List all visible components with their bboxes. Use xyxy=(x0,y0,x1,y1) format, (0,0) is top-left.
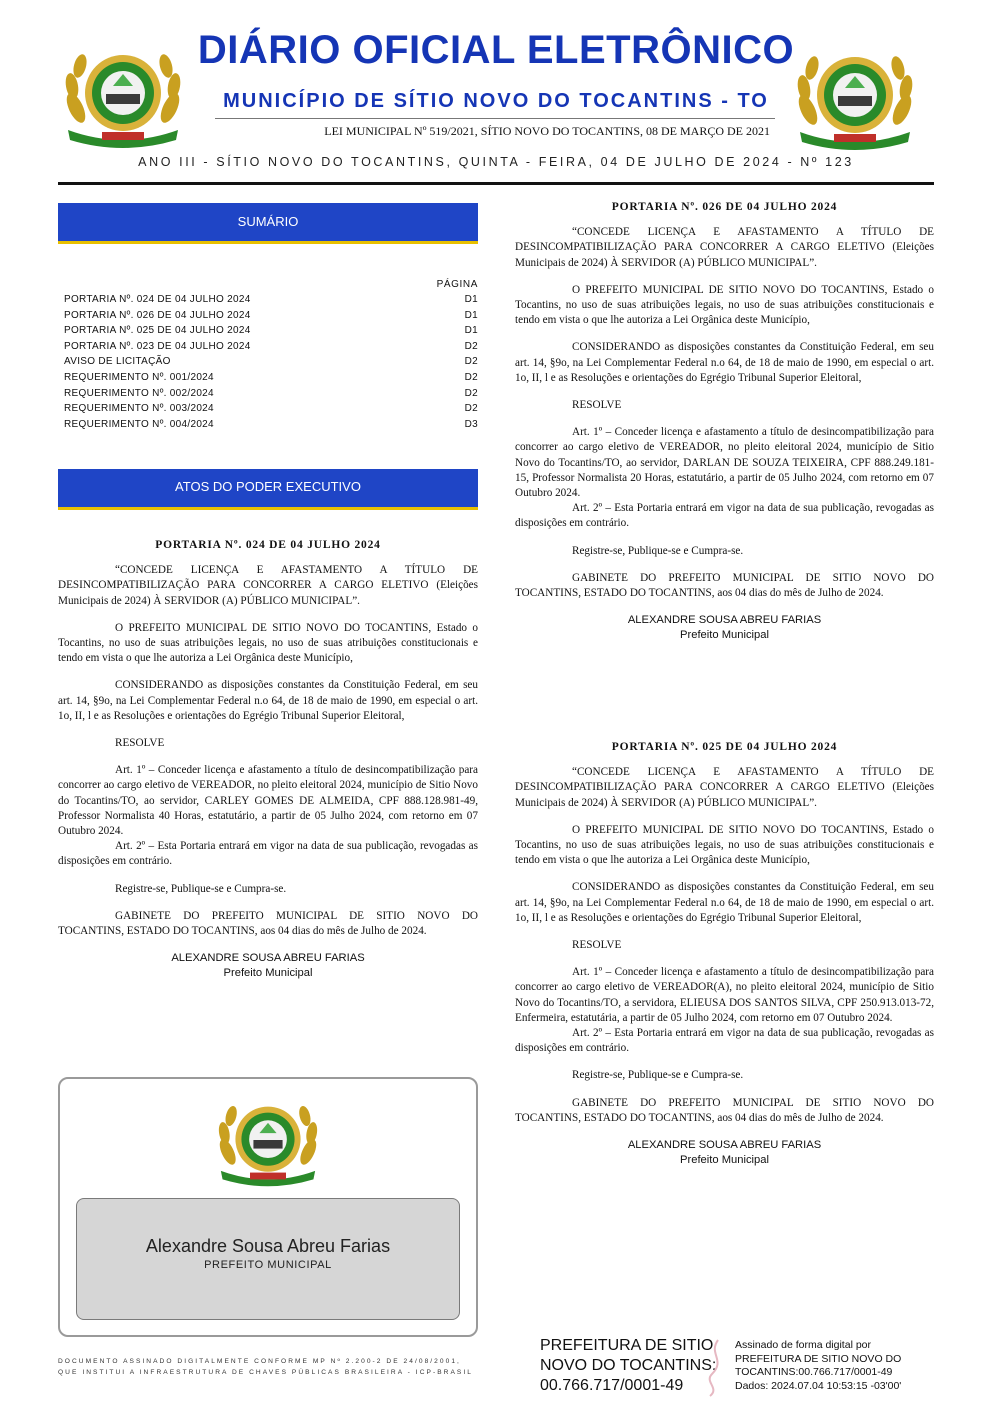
signature-check-icon xyxy=(700,1338,734,1398)
portaria-resolve: RESOLVE xyxy=(572,399,622,412)
header-rule xyxy=(58,182,934,185)
summary-row[interactable] xyxy=(64,419,478,435)
digital-signature-details xyxy=(735,1339,935,1393)
summary-item-label: PORTARIA Nº. 025 DE 04 JULHO 2024 xyxy=(64,325,251,337)
portaria-ementa: “CONCEDE LICENÇA E AFASTAMENTO A TÍTULO DE DESINCOMPATIBILIZAÇÃO PARA CONCORRER A CARGO ELETIVO (Eleições Municipais de 2024) À SERVIDOR (A) PÚBLICO MUNICIPAL”. xyxy=(515,226,934,269)
summary-row[interactable] xyxy=(64,325,478,341)
digital-signature-footnote: DOCUMENTO ASSINADO DIGITALMENTE CONFORME MP Nº 2.200-2 DE 24/08/2001, QUE INSTITUI A INFRAESTRUTURA DE CHAVES PÚBLICAS BRASILEIRA - ICP-BRASIL xyxy=(58,1358,473,1376)
summary-banner-label: SUMÁRIO xyxy=(237,214,299,229)
portaria-intro: O PREFEITO MUNICIPAL DE SITIO NOVO DO TOCANTINS, Estado o Tocantins, no uso de suas atribuições legais, no uso de suas atribuições constitucionais e tendo em vista o que lhe autoriza a Lei Orgânica deste Município, xyxy=(58,621,478,665)
summary-row[interactable] xyxy=(64,341,478,357)
summary-row[interactable] xyxy=(64,372,478,388)
masthead-divider xyxy=(215,118,775,119)
portaria-intro: O PREFEITO MUNICIPAL DE SITIO NOVO DO TOCANTINS, Estado o Tocantins, no uso de suas atribuições legais, no uso de suas atribuições constitucionais e tendo em vista o que lhe autoriza a Lei Orgânica deste Município, xyxy=(515,283,934,327)
edition-line: ANO III - SÍTIO NOVO DO TOCANTINS, QUINTA - FEIRA, 04 DE JULHO DE 2024 - Nº 123 xyxy=(138,155,854,169)
digital-signature-info-line: Dados: 2024.07.04 10:53:15 -03'00' xyxy=(735,1379,902,1392)
summary-item-label: PORTARIA Nº. 024 DE 04 JULHO 2024 xyxy=(64,294,251,305)
summary-row[interactable] xyxy=(64,403,478,419)
portaria-ementa: “CONCEDE LICENÇA E AFASTAMENTO A TÍTULO DE DESINCOMPATIBILIZAÇÃO PARA CONCORRER A CARGO ELETIVO (Eleições Municipais de 2024) À SERVIDOR (A) PÚBLICO MUNICIPAL”. xyxy=(515,766,934,809)
portaria-gabinete: GABINETE DO PREFEITO MUNICIPAL DE SITIO NOVO DO TOCANTINS, ESTADO DO TOCANTINS, aos 04 dias do mês de Julho de 2024. xyxy=(515,571,934,600)
summary-item-page: D1 xyxy=(464,294,478,305)
masthead-subtitle: MUNICÍPIO DE SÍTIO NOVO DO TOCANTINS - TO xyxy=(223,90,769,112)
portaria-resolve: RESOLVE xyxy=(572,939,622,952)
summary-row[interactable] xyxy=(64,356,478,372)
portaria-024 xyxy=(58,538,478,982)
portaria-registre: Registre-se, Publique-se e Cumpra-se. xyxy=(572,1069,744,1082)
portaria-considerando: CONSIDERANDO as disposições constantes da Constituição Federal, em seu art. 14, §9o, na Lei Complementar Federal n.o 64, de 18 de maio de 1990, em especial o art. 1o, II, l e as Resoluções e orientações do Egrégio Tribunal Superior Eleitoral, xyxy=(515,881,934,924)
digital-signature-info-line: Assinado de forma digital por xyxy=(735,1339,871,1351)
portaria-title: PORTARIA Nº. 025 DE 04 JULHO 2024 xyxy=(611,741,838,753)
summary-row[interactable] xyxy=(64,388,478,404)
summary-item-label: AVISO DE LICITAÇÃO xyxy=(64,356,171,368)
summary-item-page: D2 xyxy=(464,340,478,352)
masthead-title: DIÁRIO OFICIAL ELETRÔNICO xyxy=(197,28,795,72)
portaria-gabinete: GABINETE DO PREFEITO MUNICIPAL DE SITIO NOVO DO TOCANTINS, ESTADO DO TOCANTINS, aos 04 dias do mês de Julho de 2024. xyxy=(515,1096,934,1124)
summary-item-label: REQUERIMENTO Nº. 003/2024 xyxy=(64,403,214,415)
masthead-law-reference: LEI MUNICIPAL Nº 519/2021, SÍTIO NOVO DO TOCANTINS, 08 DE MARÇO DE 2021 xyxy=(324,124,770,138)
portaria-026 xyxy=(515,200,934,644)
digital-signature-org-line: NOVO DO TOCANTINS: xyxy=(540,1357,717,1374)
summary-table xyxy=(64,279,478,434)
portaria-art1: Art. 1º – Conceder licença e afastamento a título de desincompatibilização para concorrer ao cargo eletivo de VEREADOR, no pleito eleitoral 2024, município de Sitio Novo do Tocantins/TO, ao servidor, DARLAN DE SOUZA TEIXEIRA, CPF 888.249.181-15, Professor Normalista 20 Horas, estatutário, a partir de 05 Julho 2024, com retorno em 07 Outubro 2024. xyxy=(515,426,934,500)
portaria-ementa: “CONCEDE LICENÇA E AFASTAMENTO A TÍTULO DE DESINCOMPATIBILIZAÇÃO PARA CONCORRER A CARGO ELETIVO (Eleições Municipais de 2024) À SERVIDOR (A) PÚBLICO MUNICIPAL”. xyxy=(58,564,478,607)
portaria-intro: O PREFEITO MUNICIPAL DE SITIO NOVO DO TOCANTINS, Estado o Tocantins, no uso de suas atribuições legais, no uso de suas atribuições constitucionais e tendo em vista o que lhe autoriza a Lei Orgânica deste Município, xyxy=(515,823,934,867)
digital-signature-org-line: 00.766.717/0001-49 xyxy=(540,1377,684,1394)
portaria-art2: Art. 2º – Esta Portaria entrará em vigor na data de sua publicação, revogadas as disposições em contrário. xyxy=(515,1027,934,1055)
portaria-title: PORTARIA Nº. 026 DE 04 JULHO 2024 xyxy=(611,201,838,213)
municipal-seal-icon xyxy=(212,1092,324,1188)
portaria-signer-role: Prefeito Municipal xyxy=(223,967,313,980)
digital-signature-info-line: PREFEITURA DE SITIO NOVO DO xyxy=(735,1352,902,1365)
digital-signature-info-line: TOCANTINS:00.766.717/0001-49 xyxy=(735,1366,893,1378)
summary-item-label: PORTARIA Nº. 023 DE 04 JULHO 2024 xyxy=(64,340,251,352)
digital-signature-organization xyxy=(540,1336,720,1396)
summary-item-label: REQUERIMENTO Nº. 002/2024 xyxy=(64,387,214,399)
summary-row[interactable] xyxy=(64,294,478,310)
executive-acts-banner xyxy=(58,469,478,510)
digital-signature-org-line: PREFEITURA DE SITIO xyxy=(540,1337,714,1354)
summary-item-page: D2 xyxy=(464,356,478,368)
summary-item-page: D1 xyxy=(464,309,478,321)
summary-item-page: D2 xyxy=(464,387,478,399)
summary-item-label: REQUERIMENTO Nº. 001/2024 xyxy=(64,371,214,383)
portaria-registre: Registre-se, Publique-se e Cumpra-se. xyxy=(572,544,744,557)
summary-item-page: D3 xyxy=(464,418,478,430)
portaria-title: PORTARIA Nº. 024 DE 04 JULHO 2024 xyxy=(155,539,381,551)
portaria-art2: Art. 2º – Esta Portaria entrará em vigor na data de sua publicação, revogadas as disposições em contrário. xyxy=(515,502,934,530)
executive-acts-banner-label: ATOS DO PODER EXECUTIVO xyxy=(175,479,361,494)
portaria-signer: ALEXANDRE SOUSA ABREU FARIAS xyxy=(627,614,822,627)
summary-item-page: D2 xyxy=(464,403,478,415)
summary-page-header: PÁGINA xyxy=(436,279,478,290)
signature-card-role: PREFEITO MUNICIPAL xyxy=(204,1259,332,1271)
portaria-art2: Art. 2º – Esta Portaria entrará em vigor na data de sua publicação, revogadas as disposições em contrário. xyxy=(58,840,478,868)
summary-row[interactable] xyxy=(64,310,478,326)
portaria-registre: Registre-se, Publique-se e Cumpra-se. xyxy=(115,882,287,895)
summary-banner xyxy=(58,203,478,244)
portaria-signer-role: Prefeito Municipal xyxy=(680,1154,769,1167)
portaria-signer: ALEXANDRE SOUSA ABREU FARIAS xyxy=(627,1139,822,1152)
summary-item-label: REQUERIMENTO Nº. 004/2024 xyxy=(64,418,214,430)
portaria-art1: Art. 1º – Conceder licença e afastamento a título de desincompatibilização para concorrer ao cargo eletivo de VEREADOR, no pleito eleitoral 2024, município de Sitio Novo do Tocantins/TO, ao servidor, CARLEY GOMES DE ALMEIDA, CPF 888.128.981-49, Professor Normalista 40 Horas, estatutário, a partir de 05 Julho 2024, com retorno em 07 Outubro 2024. xyxy=(58,764,478,838)
portaria-025 xyxy=(515,740,934,1168)
summary-item-label: PORTARIA Nº. 026 DE 04 JULHO 2024 xyxy=(64,309,251,321)
portaria-resolve: RESOLVE xyxy=(115,737,165,750)
summary-item-page: D2 xyxy=(464,371,478,383)
signature-card-name: Alexandre Sousa Abreu Farias xyxy=(145,1236,391,1256)
portaria-art1: Art. 1º – Conceder licença e afastamento a título de desincompatibilização para concorrer ao cargo eletivo de VEREADOR(A), no pleito eleitoral 2024, município de Sitio Novo do Tocantins/TO, a servidora, ELIEUSA DOS SANTOS SILVA, CPF 250.913.013-72, Enfermeira, estatutária, a partir de 05 Julho 2024, com retorno em 07 Outubro 2024. xyxy=(515,966,934,1024)
portaria-signer-role: Prefeito Municipal xyxy=(680,629,769,642)
portaria-gabinete: GABINETE DO PREFEITO MUNICIPAL DE SITIO NOVO DO TOCANTINS, ESTADO DO TOCANTINS, aos 04 dias do mês de Julho de 2024. xyxy=(58,909,478,938)
summary-item-page: D1 xyxy=(464,325,478,337)
portaria-considerando: CONSIDERANDO as disposições constantes da Constituição Federal, em seu art. 14, §9o, na Lei Complementar Federal n.o 64, de 18 de maio de 1990, em especial o art. 1o, II, l e as Resoluções e orientações do Egrégio Tribunal Superior Eleitoral, xyxy=(58,679,478,722)
portaria-considerando: CONSIDERANDO as disposições constantes da Constituição Federal, em seu art. 14, §9o, na Lei Complementar Federal n.o 64, de 18 de maio de 1990, em especial o art. 1o, II, l e as Resoluções e orientações do Egrégio Tribunal Superior Eleitoral, xyxy=(515,341,934,384)
portaria-signer: ALEXANDRE SOUSA ABREU FARIAS xyxy=(171,952,365,965)
